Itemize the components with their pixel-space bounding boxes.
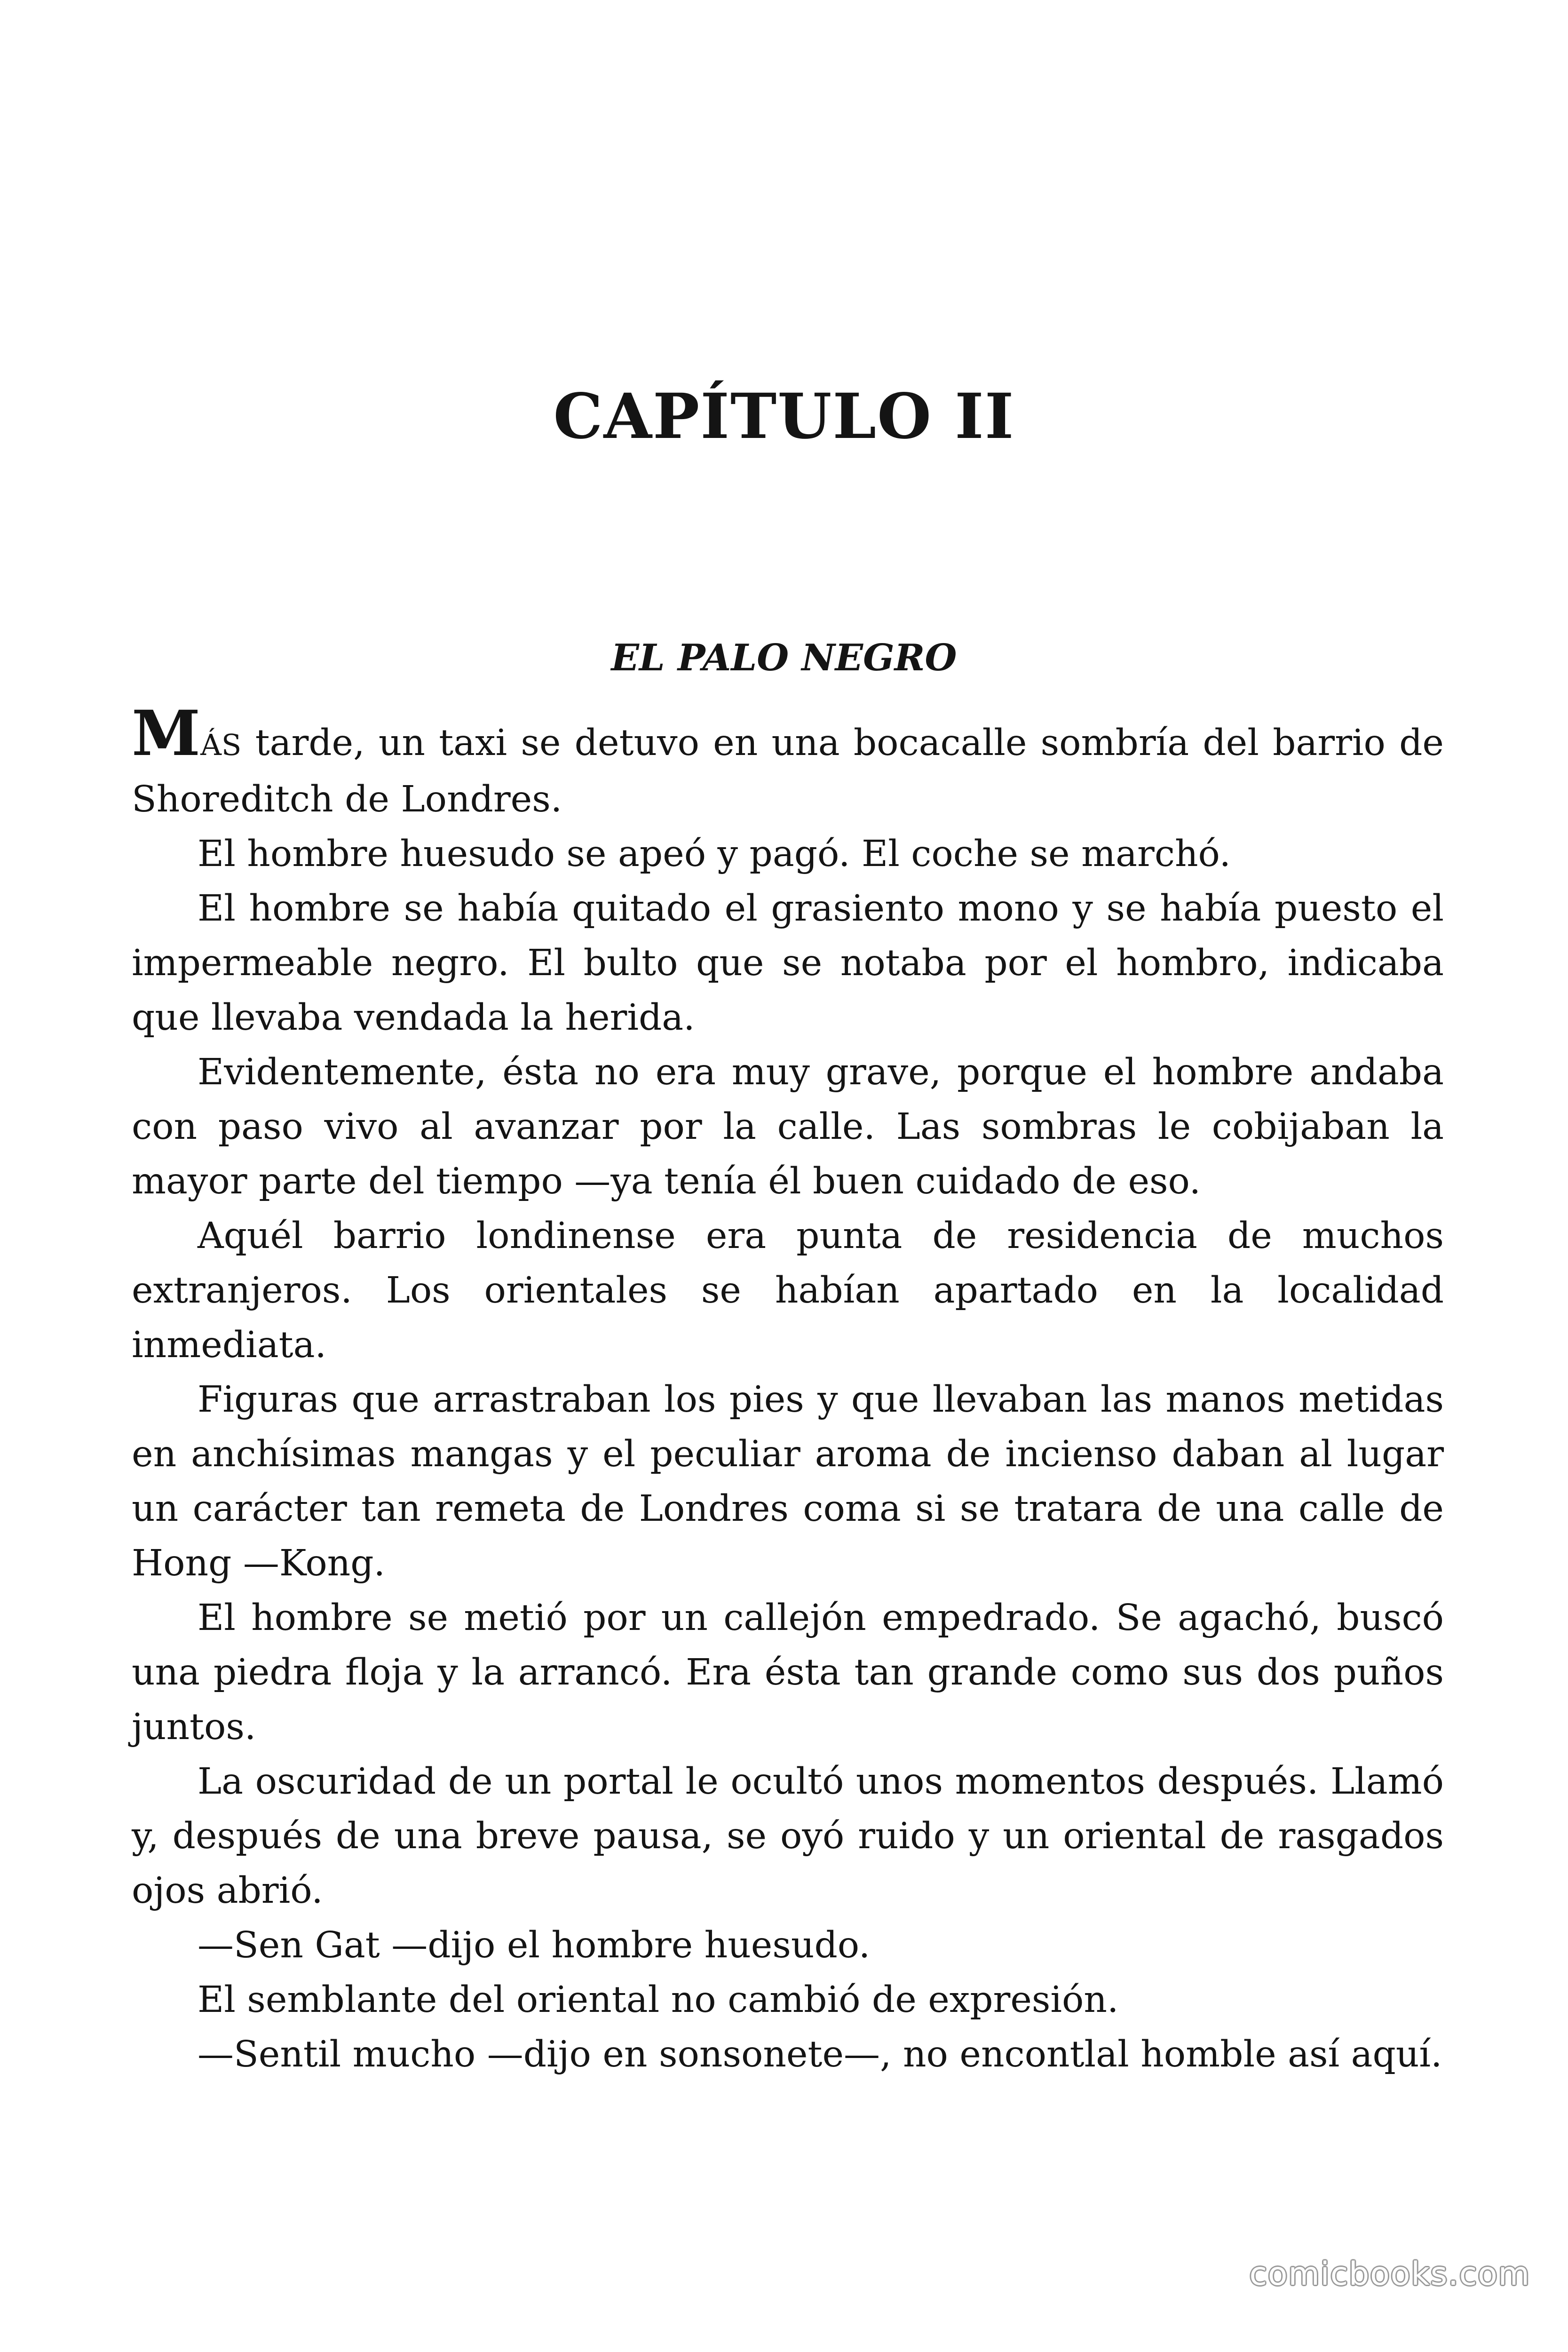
small-caps-lead: ÁS — [200, 728, 242, 762]
paragraph-9: —Sen Gat —dijo el hombre huesudo. — [198, 1924, 871, 1966]
paragraph-11: —Sentil mucho —dijo en sonsonete—, no encontlal homble así aquí. — [198, 2034, 1442, 2075]
paragraph-7: El hombre se metió por un callejón empedrado. Se agachó, buscó una piedra floja y la arrancó. Era ésta tan grande como sus dos puños juntos. — [132, 1597, 1444, 1748]
paragraph-2: El hombre huesudo se apeó y pagó. El coche se marchó. — [198, 833, 1231, 875]
drop-cap: M — [132, 697, 201, 770]
paragraph-4: Evidentemente, ésta no era muy grave, porque el hombre andaba con paso vivo al avanzar por la calle. Las sombras le cobijaban la mayor parte del tiempo —ya tenía él buen cuidado de eso. — [132, 1051, 1444, 1202]
paragraph-8: La oscuridad de un portal le ocultó unos momentos después. Llamó y, después de una breve pausa, se oyó ruido y un oriental de rasgados ojos abrió. — [132, 1761, 1444, 1912]
paragraph-6: Figuras que arrastraban los pies y que llevaban las manos metidas en anchísimas mangas y el peculiar aroma de incienso daban al lugar un carácter tan remeta de Londres coma si se tratara de una calle de Hong —Kong. — [132, 1379, 1444, 1584]
chapter-subtitle: EL PALO NEGRO — [611, 636, 957, 679]
paragraph-3: El hombre se había quitado el grasiento mono y se había puesto el impermeable negro. El bulto que se notaba por el hombro, indicaba que llevaba vendada la herida. — [132, 888, 1444, 1039]
chapter-title: CAPÍTULO II — [553, 380, 1015, 453]
paragraph-1 — [132, 697, 1444, 827]
body-text — [132, 697, 1444, 2082]
paragraph-5: Aquél barrio londinense era punta de residencia de muchos extranjeros. Los orientales se habían apartado en la localidad inmediata. — [132, 1215, 1444, 1366]
paragraph-10: El semblante del oriental no cambió de expresión. — [198, 1979, 1119, 2021]
watermark: comicbooks.com — [1249, 2256, 1530, 2293]
paragraph-1-text: tarde, un taxi se detuvo en una bocacalle sombría del barrio de Shoreditch de Londres. — [132, 722, 1444, 820]
